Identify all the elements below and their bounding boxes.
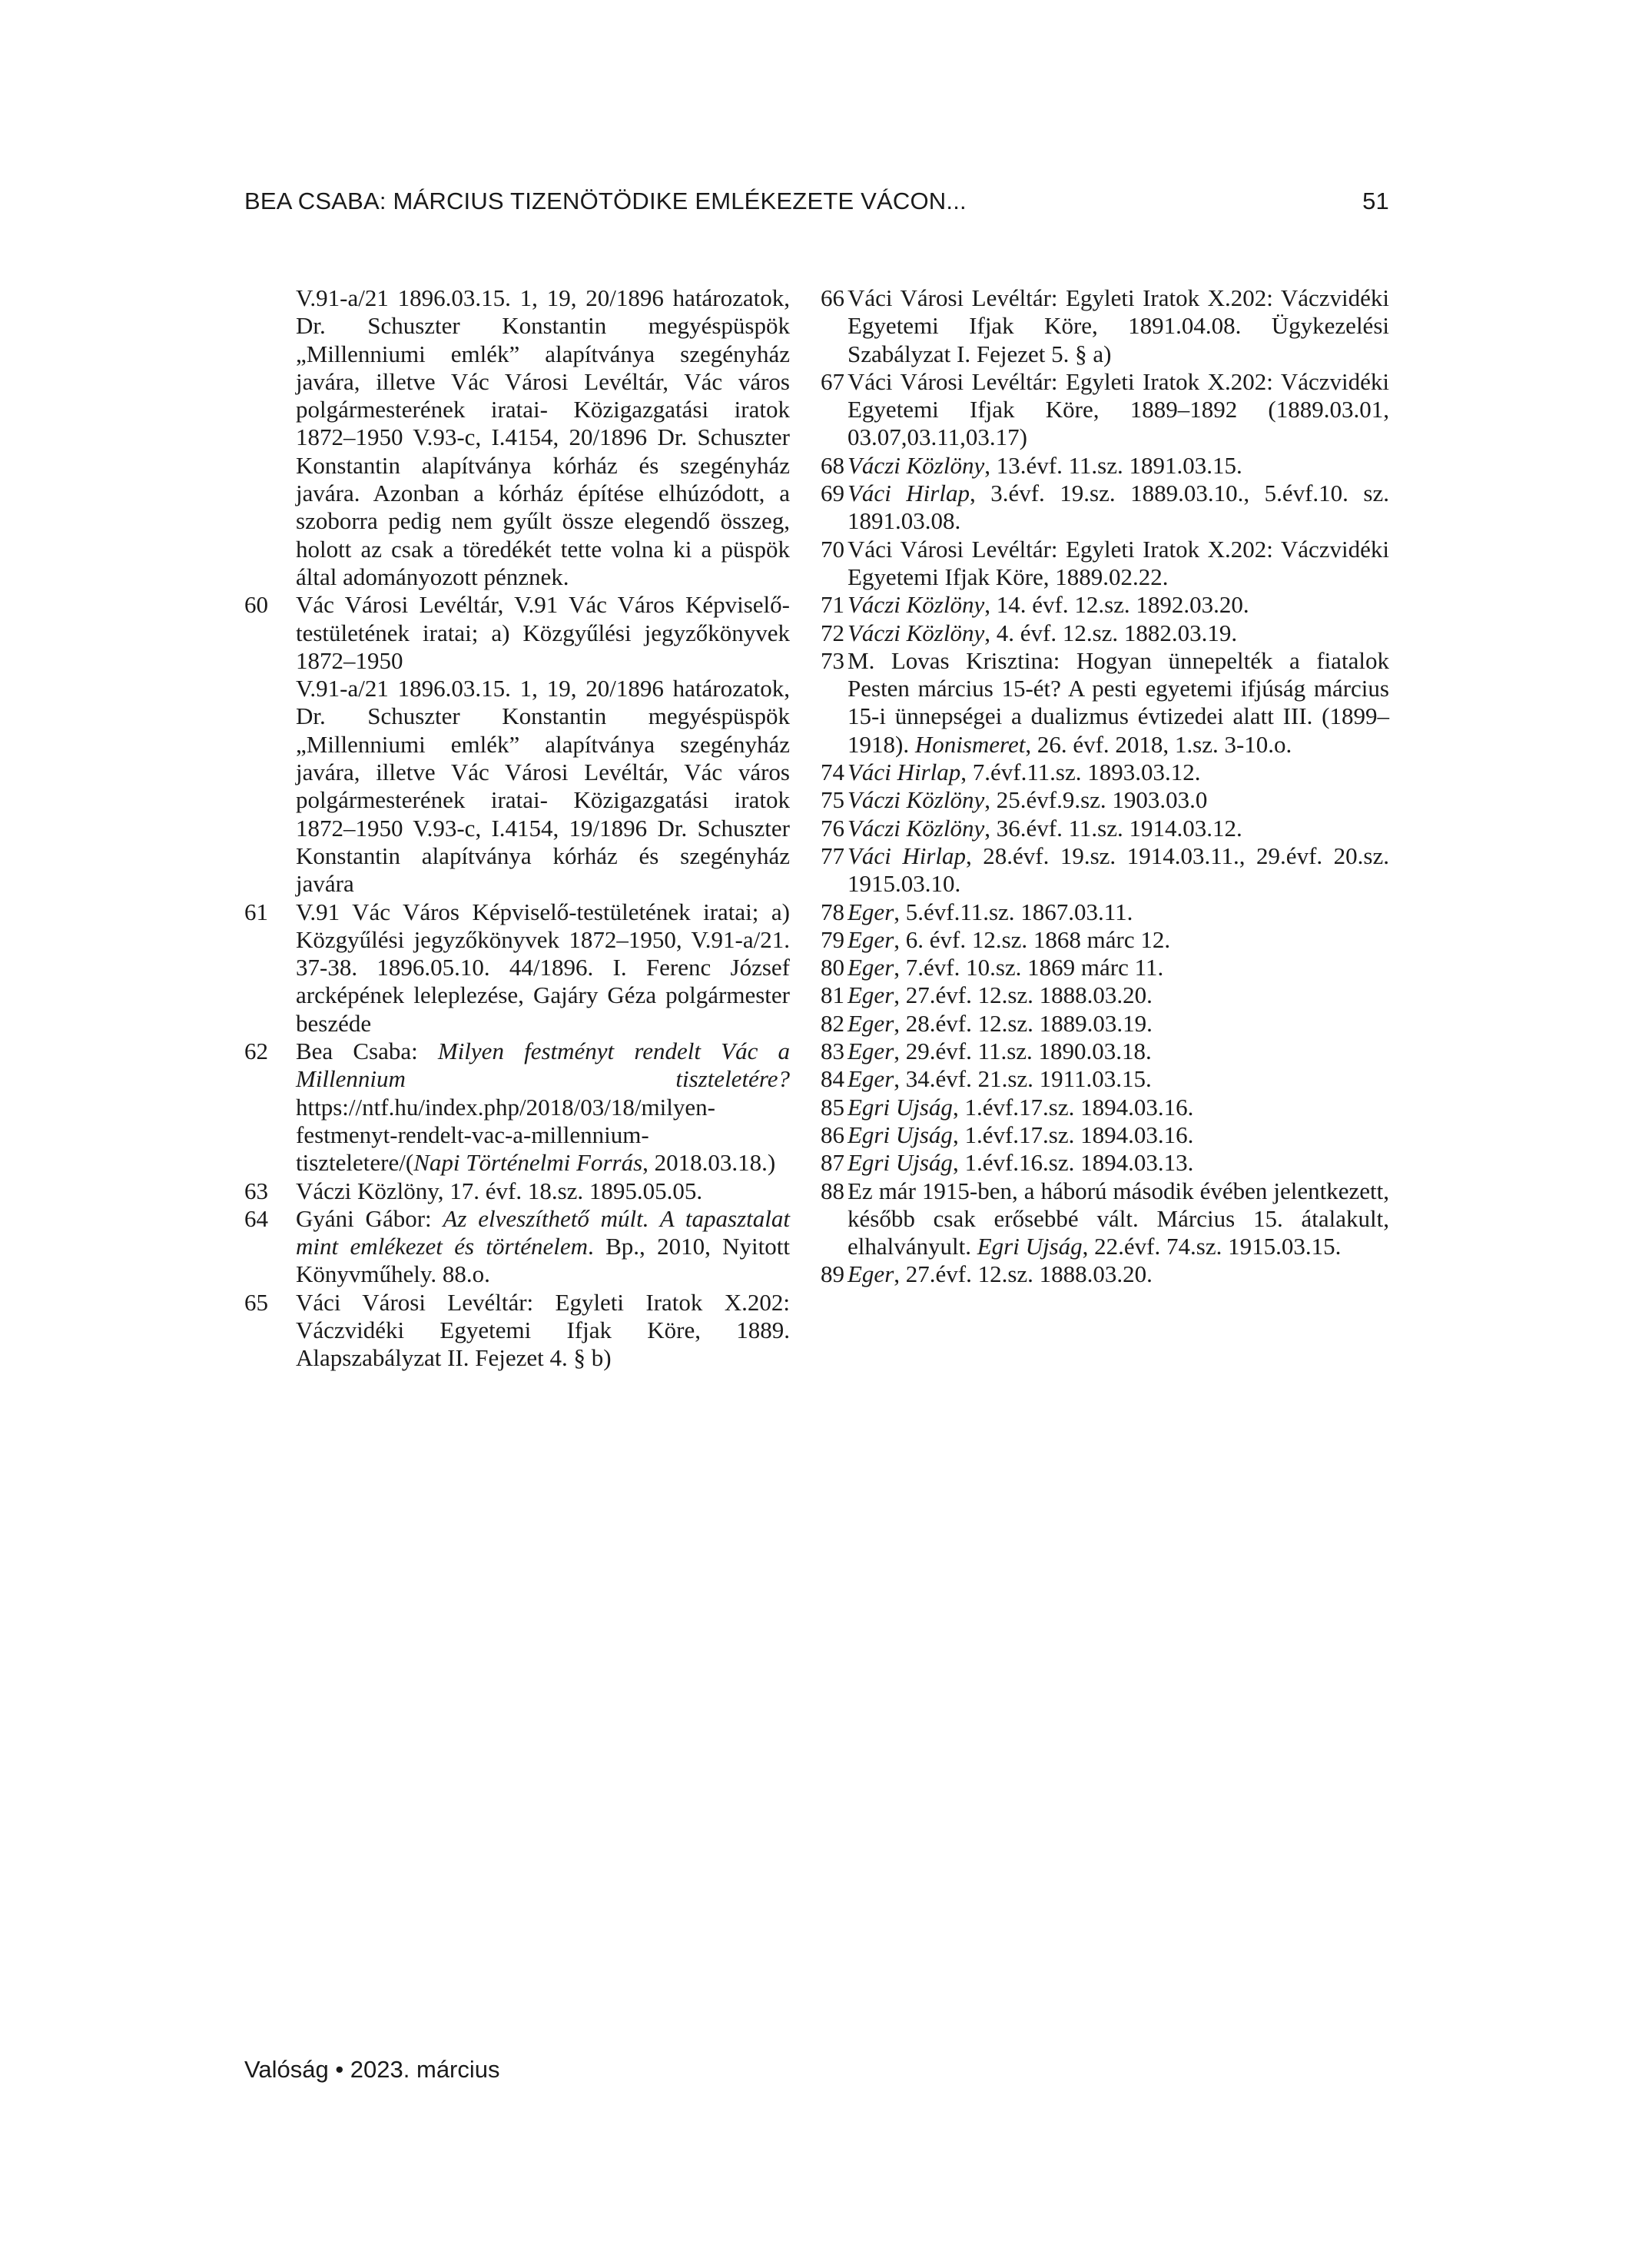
footnote-italic-title: Milyen festményt rendelt Vác a Millennium tiszteletére? bbox=[296, 1038, 790, 1093]
footnote-italic-title: Eger bbox=[848, 1009, 894, 1037]
footnote-italic-title: Eger bbox=[848, 954, 894, 981]
footnote-text-part: Gyáni Gábor: bbox=[296, 1204, 443, 1232]
footnote-italic-title: Váczi Közlöny bbox=[848, 591, 985, 619]
footnote-text bbox=[296, 1205, 790, 1289]
footnote-text-part: Bea Csaba: bbox=[296, 1038, 438, 1065]
footnote-text-part: , 1.évf.16.sz. 1894.03.13. bbox=[952, 1149, 1194, 1177]
footnote-number: 67 bbox=[821, 367, 844, 395]
footnote-list-left bbox=[244, 591, 790, 1372]
footnote-italic-title: Napi Történelmi Forrás bbox=[413, 1149, 643, 1177]
footnote-text bbox=[848, 1260, 1389, 1288]
footnote-66 bbox=[821, 284, 1389, 368]
footnote-69 bbox=[821, 480, 1389, 536]
footnote-text bbox=[848, 480, 1389, 536]
footnote-77 bbox=[821, 842, 1389, 898]
footnote-text-part: , 7.évf. 10.sz. 1869 márc 11. bbox=[894, 954, 1164, 981]
running-header bbox=[244, 184, 1389, 218]
footnote-text-part: Váci Városi Levéltár: Egyleti Iratok X.202: Váczvidéki Egyetemi Ifjak Köre, 1891.04.08. Ügykezelési Szabályzat I. Fejezet 5. § a) bbox=[848, 284, 1389, 367]
footnote-italic-title: Váczi Közlöny bbox=[848, 814, 985, 842]
footnote-text-part: , 1.évf.17.sz. 1894.03.16. bbox=[952, 1121, 1194, 1148]
footnote-number: 60 bbox=[244, 591, 268, 619]
footnote-text bbox=[296, 1038, 790, 1177]
footnote-italic-title: Váczi Közlöny bbox=[848, 619, 985, 646]
footnote-number: 84 bbox=[821, 1065, 844, 1093]
footnote-number: 83 bbox=[821, 1038, 844, 1065]
footnote-text-part: , 26. évf. 2018, 1.sz. 3-10.o. bbox=[1025, 730, 1292, 758]
footnote-number: 62 bbox=[244, 1038, 268, 1065]
footnote-67 bbox=[821, 368, 1389, 452]
footnote-text bbox=[296, 591, 790, 898]
footnote-list-right bbox=[821, 284, 1389, 1289]
footnote-continuation bbox=[244, 284, 790, 591]
footnote-number: 75 bbox=[821, 786, 844, 814]
footnote-87 bbox=[821, 1149, 1389, 1177]
footnote-86 bbox=[821, 1121, 1389, 1149]
footnote-text bbox=[848, 981, 1389, 1009]
footnote-text-part: Ez már 1915-ben, a háború második évében jelentkezett, később csak erősebbé vált. Március 15. átalakult, elhalványult. bbox=[848, 1177, 1389, 1260]
footnote-number: 64 bbox=[244, 1204, 268, 1232]
footnote-italic-title: Váczi Közlöny bbox=[848, 786, 985, 814]
footnote-82 bbox=[821, 1010, 1389, 1038]
footnote-text-part: , 34.évf. 21.sz. 1911.03.15. bbox=[894, 1065, 1152, 1093]
footnote-text bbox=[848, 815, 1389, 842]
footnote-number: 87 bbox=[821, 1149, 844, 1177]
footnote-text bbox=[848, 1121, 1389, 1149]
footnote-83 bbox=[821, 1038, 1389, 1065]
footnote-number: 81 bbox=[821, 981, 844, 1009]
footnote-number: 74 bbox=[821, 759, 844, 786]
footnote-number: 72 bbox=[821, 619, 844, 646]
footnotes-left-column bbox=[244, 284, 790, 1373]
footnote-text-part: . Bp., 2010, Nyitott Könyvműhely. 88.o. bbox=[296, 1233, 790, 1288]
footnote-italic-title: Eger bbox=[848, 1038, 894, 1065]
footnote-text-part: , 27.évf. 12.sz. 1888.03.20. bbox=[894, 981, 1153, 1009]
footnote-text-part: , 7.évf.11.sz. 1893.03.12. bbox=[960, 759, 1201, 786]
footnote-text bbox=[848, 1010, 1389, 1038]
footnote-italic-title: Egri Ujság bbox=[848, 1093, 953, 1121]
footnote-number: 77 bbox=[821, 842, 844, 869]
footnote-text bbox=[848, 954, 1389, 981]
footnote-text-part: Váci Városi Levéltár: Egyleti Iratok X.202: Váczvidéki Egyetemi Ifjak Köre, 1889–1892 (1889.03.01, 03.07,03.11,03.17) bbox=[848, 367, 1389, 451]
footnote-text-part: , 1.évf.17.sz. 1894.03.16. bbox=[952, 1093, 1194, 1121]
footnote-number: 80 bbox=[821, 954, 844, 981]
footnote-text bbox=[848, 759, 1389, 786]
footnote-text-part: Váci Városi Levéltár: Egyleti Iratok X.202: Váczvidéki Egyetemi Ifjak Köre, 1889. Alapszabályzat II. Fejezet 4. § b) bbox=[296, 1288, 790, 1372]
page-footer: Valóság • 2023. március bbox=[244, 2056, 500, 2083]
footnote-number: 70 bbox=[821, 535, 844, 563]
footnote-text-part: , 2018.03.18.) bbox=[642, 1149, 776, 1177]
footnote-text-part: , 36.évf. 11.sz. 1914.03.12. bbox=[984, 814, 1242, 842]
footnote-text bbox=[848, 619, 1389, 647]
footnote-62 bbox=[244, 1038, 790, 1177]
running-title: BEA CSABA: MÁRCIUS TIZENÖTÖDIKE EMLÉKEZETE VÁCON... bbox=[244, 188, 967, 214]
footnote-text bbox=[848, 1038, 1389, 1065]
footnote-number: 69 bbox=[821, 480, 844, 507]
footnote-italic-title: Eger bbox=[848, 898, 894, 925]
footnote-number: 73 bbox=[821, 646, 844, 674]
footnote-text-part: , 6. évf. 12.sz. 1868 márc 12. bbox=[894, 925, 1171, 953]
footnote-68 bbox=[821, 452, 1389, 480]
footnote-text-part: , 25.évf.9.sz. 1903.03.0 bbox=[984, 786, 1208, 814]
footnote-number: 78 bbox=[821, 898, 844, 925]
footnote-number: 68 bbox=[821, 451, 844, 479]
footnote-italic-title: Eger bbox=[848, 1260, 894, 1288]
footnote-text bbox=[848, 647, 1389, 759]
footnote-84 bbox=[821, 1065, 1389, 1093]
footnote-text-part: , 13.évf. 11.sz. 1891.03.15. bbox=[984, 451, 1242, 479]
footnote-italic-title: Váci Hirlap bbox=[848, 480, 970, 507]
footnote-text-part: , 28.évf. 12.sz. 1889.03.19. bbox=[894, 1009, 1153, 1037]
footnote-italic-title: Egri Ujság bbox=[848, 1121, 953, 1148]
footnote-text bbox=[296, 1177, 790, 1205]
footnote-text-part: , 3.évf. 19.sz. 1889.03.10., 5.évf.10. sz. 1891.03.08. bbox=[848, 480, 1389, 535]
footnote-paragraph bbox=[296, 675, 790, 898]
footnote-text-part: , 5.évf.11.sz. 1867.03.11. bbox=[894, 898, 1133, 925]
footnote-number: 82 bbox=[821, 1009, 844, 1037]
footnote-number: 66 bbox=[821, 284, 844, 311]
footnote-text bbox=[848, 898, 1389, 926]
footnote-text-part: , 4. évf. 12.sz. 1882.03.19. bbox=[984, 619, 1238, 646]
footnote-number: 76 bbox=[821, 814, 844, 842]
footnote-text bbox=[848, 284, 1389, 368]
footnote-text-part: , 28.évf. 19.sz. 1914.03.11., 29.évf. 20.sz. 1915.03.10. bbox=[848, 842, 1389, 898]
footnote-text bbox=[848, 1094, 1389, 1121]
footnote-italic-title: Honismeret bbox=[914, 730, 1026, 758]
footnote-78 bbox=[821, 898, 1389, 926]
footnote-71 bbox=[821, 591, 1389, 619]
footnote-italic-title: Egri Ujság bbox=[977, 1233, 1083, 1260]
footnote-73 bbox=[821, 647, 1389, 759]
footnote-text-part: , 27.évf. 12.sz. 1888.03.20. bbox=[894, 1260, 1153, 1288]
footnote-text-part: M. Lovas Krisztina: Hogyan ünnepelték a fiatalok Pesten március 15-ét? A pesti egyetemi ifjúság március 15-i ünnepségei a dualizmus évtizedei alatt III. (1899–1918). bbox=[848, 646, 1389, 758]
footnote-text-part: V.91 Vác Város Képviselő-testületének iratai; a) Közgyűlési jegyzőkönyvek 1872–1950, V.91-a/21. 37-38. 1896.05.10. 44/1896. I. Ferenc József arcképének leleplezése, Gajáry Géza polgármester beszéde bbox=[296, 898, 790, 1037]
footnote-text bbox=[296, 898, 790, 1038]
footnote-85 bbox=[821, 1094, 1389, 1121]
footnote-italic-title: Váci Hirlap bbox=[848, 759, 961, 786]
footnote-88 bbox=[821, 1177, 1389, 1261]
footnote-text bbox=[848, 368, 1389, 452]
footnote-75 bbox=[821, 786, 1389, 814]
footnote-89 bbox=[821, 1260, 1389, 1288]
footnote-76 bbox=[821, 815, 1389, 842]
footnotes-right-column bbox=[821, 284, 1389, 1289]
footnote-text-part: Vác Városi Levéltár, V.91 Vác Város Képviselő-testületének iratai; a) Közgyűlési jegyzőkönyvek 1872–1950 bbox=[296, 591, 790, 674]
footnote-text bbox=[848, 1177, 1389, 1261]
footnote-64 bbox=[244, 1205, 790, 1289]
footnote-italic-title: Eger bbox=[848, 981, 894, 1009]
footnote-65 bbox=[244, 1289, 790, 1373]
footnote-text-part: Váci Városi Levéltár: Egyleti Iratok X.202: Váczvidéki Egyetemi Ifjak Köre, 1889.02.22. bbox=[848, 535, 1389, 590]
footnote-text-part: Váczi Közlöny, 17. évf. 18.sz. 1895.05.05. bbox=[296, 1177, 703, 1204]
footnote-number: 65 bbox=[244, 1288, 268, 1316]
footnote-72 bbox=[821, 619, 1389, 647]
footnote-italic-title: Váci Hirlap bbox=[848, 842, 966, 869]
footnote-italic-title: Egri Ujság bbox=[848, 1149, 953, 1177]
footnote-text bbox=[848, 926, 1389, 954]
footnote-text bbox=[848, 452, 1389, 480]
footnote-italic-title: Az elveszíthető múlt. A tapasztalat mint emlékezet és történelem bbox=[296, 1204, 790, 1260]
footnote-60 bbox=[244, 591, 790, 898]
footnote-italic-title: Eger bbox=[848, 925, 894, 953]
footnote-70 bbox=[821, 536, 1389, 592]
footnote-text-part: , 22.évf. 74.sz. 1915.03.15. bbox=[1082, 1233, 1342, 1260]
footnote-text-part: , 29.évf. 11.sz. 1890.03.18. bbox=[894, 1038, 1152, 1065]
footnote-63 bbox=[244, 1177, 790, 1205]
footnote-number: 79 bbox=[821, 925, 844, 953]
footnote-79 bbox=[821, 926, 1389, 954]
footnote-number: 85 bbox=[821, 1093, 844, 1121]
footnote-text bbox=[848, 536, 1389, 592]
footnote-paragraph bbox=[296, 591, 790, 675]
footnote-text bbox=[848, 1065, 1389, 1093]
footnote-italic-title: Eger bbox=[848, 1065, 894, 1093]
footnote-text-part: V.91-a/21 1896.03.15. 1, 19, 20/1896 határozatok, Dr. Schuszter Konstantin megyéspüspök „Millenniumi emlék” alapítványa szegényház javára, illetve Vác Városi Levéltár, Vác város polgármesterének iratai- Közigazgatási iratok 1872–1950 V.93-c, I.4154, 19/1896 Dr. Schuszter Konstantin alapítványa kórház és szegényház javára bbox=[296, 675, 790, 898]
footnote-74 bbox=[821, 759, 1389, 786]
footnote-81 bbox=[821, 981, 1389, 1009]
footnote-text bbox=[848, 1149, 1389, 1177]
footnote-number: 88 bbox=[821, 1177, 844, 1204]
footnote-text bbox=[296, 1289, 790, 1373]
footnote-text bbox=[848, 786, 1389, 814]
footnote-text-part: https://ntf.hu/index.php/2018/03/18/milyen-festmenyt-rendelt-vac-a-millennium-tiszteletere/( bbox=[296, 1093, 715, 1177]
footnote-80 bbox=[821, 954, 1389, 981]
page-number: 51 bbox=[1362, 188, 1389, 214]
footnote-text bbox=[848, 842, 1389, 898]
footnote-text-part: , 14. évf. 12.sz. 1892.03.20. bbox=[984, 591, 1249, 619]
footnote-text bbox=[848, 591, 1389, 619]
footnote-number: 61 bbox=[244, 898, 268, 925]
footnote-italic-title: Váczi Közlöny bbox=[848, 451, 985, 479]
footnote-text: V.91-a/21 1896.03.15. 1, 19, 20/1896 határozatok, Dr. Schuszter Konstantin megyéspüspök „Millenniumi emlék” alapítványa szegényház javára, illetve Vác Városi Levéltár, Vác város polgármesterének iratai- Közigazgatási iratok 1872–1950 V.93-c, I.4154, 20/1896 Dr. Schuszter Konstantin alapítványa kórház és szegényház javára. Azonban a kórház építése elhúzódott, a szoborra pedig nem gyűlt össze elegendő összeg, holott az csak a töredékét tette volna ki a püspök által adományozott pénznek. bbox=[296, 284, 790, 590]
footnote-number: 71 bbox=[821, 591, 844, 619]
footnote-number: 89 bbox=[821, 1260, 844, 1288]
footnote-number: 63 bbox=[244, 1177, 268, 1204]
footnote-61 bbox=[244, 898, 790, 1038]
footnote-number: 86 bbox=[821, 1121, 844, 1148]
